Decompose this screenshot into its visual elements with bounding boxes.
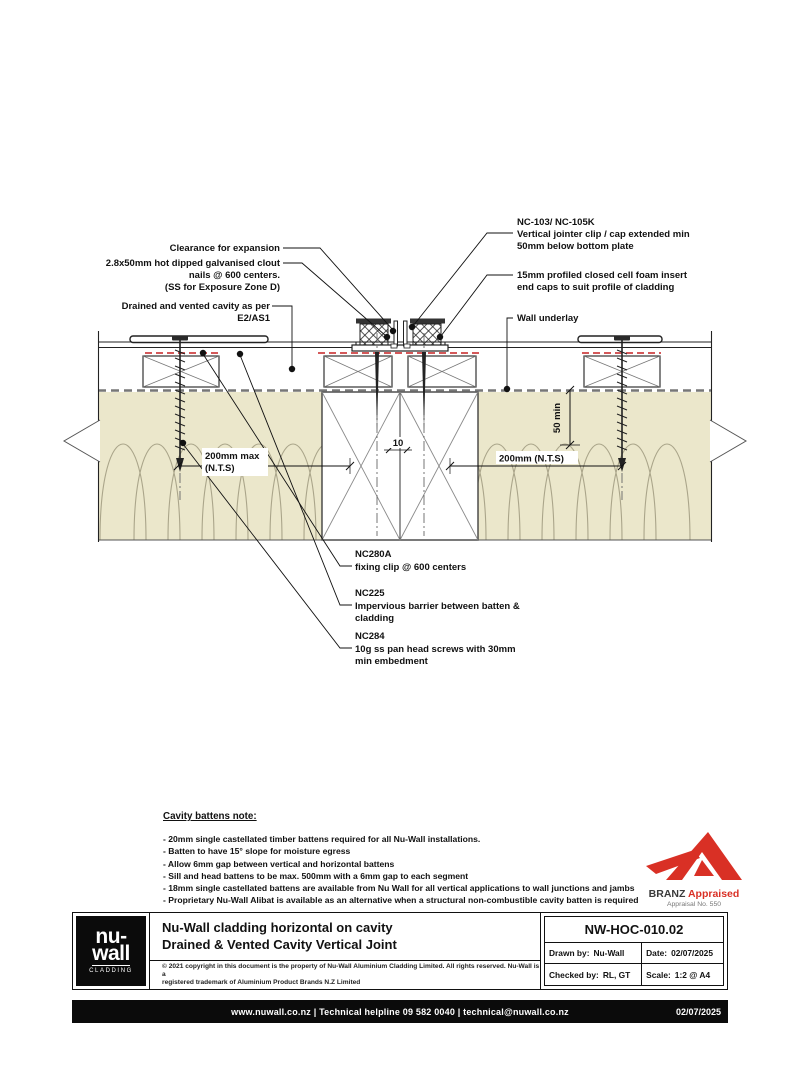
branz-logo-icon bbox=[642, 830, 746, 882]
dim-200-max-line1: 200mm max bbox=[205, 451, 260, 462]
drawing-title: Nu-Wall cladding horizontal on cavity bbox=[162, 920, 393, 935]
ann-clearance: Clearance for expansion bbox=[169, 243, 280, 254]
date-value: 02/07/2025 bbox=[671, 948, 713, 959]
ann-foam-1: 15mm profiled closed cell foam insert bbox=[517, 270, 687, 281]
footer-contact: www.nuwall.co.nz | Technical helpline 09 582 0040 | technical@nuwall.co.nz bbox=[231, 1006, 569, 1017]
copyright-line2: registered trademark of Aluminium Product Brands N.Z Limited bbox=[162, 979, 361, 986]
ann-nc280a-desc: fixing clip @ 600 centers bbox=[355, 562, 467, 573]
ann-nc284-desc-1: 10g ss pan head screws with 30mm bbox=[355, 644, 516, 655]
cavity-battens-note bbox=[163, 811, 653, 907]
checked-by-label: Checked by: bbox=[549, 969, 599, 980]
note-bullet: - Batten to have 15° slope for moisture egress bbox=[163, 846, 351, 857]
title-block-grid bbox=[544, 916, 724, 986]
cavity-battens bbox=[143, 356, 660, 387]
nuwall-logo-line2: wall bbox=[92, 941, 130, 965]
nuwall-logo-sub: CLADDING bbox=[89, 968, 133, 975]
nuwall-logo-line1: nu- bbox=[95, 924, 127, 948]
note-bullet: - Proprietary Nu-Wall Alibat is available as an alternative when a structural non-combustible cavity batten is required bbox=[163, 895, 639, 906]
nuwall-logo bbox=[76, 916, 146, 986]
date-label: Date: bbox=[646, 948, 668, 959]
ann-nc280a-code: NC280A bbox=[355, 549, 392, 560]
checked-by-cell bbox=[545, 964, 641, 985]
checked-by-value: RL, GT bbox=[602, 969, 631, 980]
ann-jointer-2: 50mm below bottom plate bbox=[517, 241, 634, 252]
title-block-middle bbox=[149, 913, 541, 989]
jointer-clip-assembly bbox=[352, 319, 448, 352]
branz-appraised: Appraised bbox=[687, 888, 740, 900]
drawn-date-row bbox=[545, 943, 723, 964]
ann-nc225-desc-1: Impervious barrier between batten & bbox=[355, 601, 520, 612]
drawn-by-label: Drawn by: bbox=[549, 948, 590, 959]
dim-10: 10 bbox=[392, 438, 404, 449]
note-bullet: - 18mm single castellated battens are available from Nu Wall for all vertical applications to wall junctions and jambs bbox=[163, 883, 635, 894]
copyright-line1: © 2021 copyright in this document is the property of Nu-Wall Aluminium Cladding Limited. All rights reserved. Nu-Wall is a bbox=[162, 963, 540, 978]
note-bullet: - Allow 6mm gap between vertical and horizontal battens bbox=[163, 858, 395, 869]
ann-clout-2: nails @ 600 centers. bbox=[188, 270, 280, 281]
date-cell bbox=[641, 943, 723, 964]
scale-label: Scale: bbox=[646, 969, 671, 980]
ann-nc225-desc-2: cladding bbox=[355, 613, 395, 624]
ann-cavity-2: E2/AS1 bbox=[237, 313, 270, 324]
copyright-note bbox=[150, 960, 540, 989]
ann-underlay: Wall underlay bbox=[517, 313, 579, 324]
ann-nc284-code: NC284 bbox=[355, 631, 385, 642]
drawn-by-value: Nu-Wall bbox=[593, 948, 625, 959]
drawing-number: NW-HOC-010.02 bbox=[545, 917, 723, 943]
drawn-by-cell bbox=[545, 943, 641, 964]
ann-jointer-1: Vertical jointer clip / cap extended min bbox=[517, 229, 690, 240]
ann-cavity-1: Drained and vented cavity as per bbox=[121, 301, 270, 312]
title-block-right bbox=[541, 913, 727, 989]
notes-list bbox=[163, 833, 653, 907]
scale-value: 1:2 @ A4 bbox=[674, 969, 711, 980]
checked-scale-row bbox=[545, 963, 723, 985]
notes-heading: Cavity battens note: bbox=[163, 811, 257, 822]
drawing-subtitle: Drained & Vented Cavity Vertical Joint bbox=[162, 936, 397, 952]
ann-jointer-code: NC-103/ NC-105K bbox=[517, 217, 595, 228]
break-symbol-right bbox=[710, 420, 746, 462]
ann-nc225-code: NC225 bbox=[355, 588, 385, 599]
ann-nc284-desc-2: min embedment bbox=[355, 656, 428, 667]
title-block bbox=[72, 912, 728, 990]
nuwall-logo-rule bbox=[92, 965, 130, 967]
scale-cell bbox=[641, 964, 723, 985]
dim-200-max-line2: (N.T.S) bbox=[205, 463, 235, 474]
note-bullet: - Sill and head battens to be max. 500mm with a 6mm gap to each segment bbox=[163, 870, 469, 881]
ann-foam-2: end caps to suit profile of cladding bbox=[517, 282, 675, 293]
dim-200-nts: 200mm (N.T.S) bbox=[499, 453, 564, 465]
ann-clout-1: 2.8x50mm hot dipped galvanised clout bbox=[105, 258, 280, 269]
ann-clout-3: (SS for Exposure Zone D) bbox=[164, 282, 280, 293]
dim-50-min: 50 min bbox=[552, 402, 563, 434]
left-cap-profile bbox=[130, 336, 268, 343]
branz-appraised-mark bbox=[642, 830, 746, 908]
branz-name: BRANZ bbox=[648, 888, 686, 900]
note-bullet: - 20mm single castellated timber battens required for all Nu-Wall installations. bbox=[163, 834, 481, 844]
footer-date: 02/07/2025 bbox=[675, 1006, 721, 1017]
break-symbol-left bbox=[64, 420, 100, 462]
branz-appraisal-no: Appraisal No. 550 bbox=[666, 901, 722, 908]
branz-label bbox=[642, 888, 746, 900]
drawing-titles bbox=[150, 913, 540, 960]
footer-bar bbox=[72, 1000, 728, 1023]
